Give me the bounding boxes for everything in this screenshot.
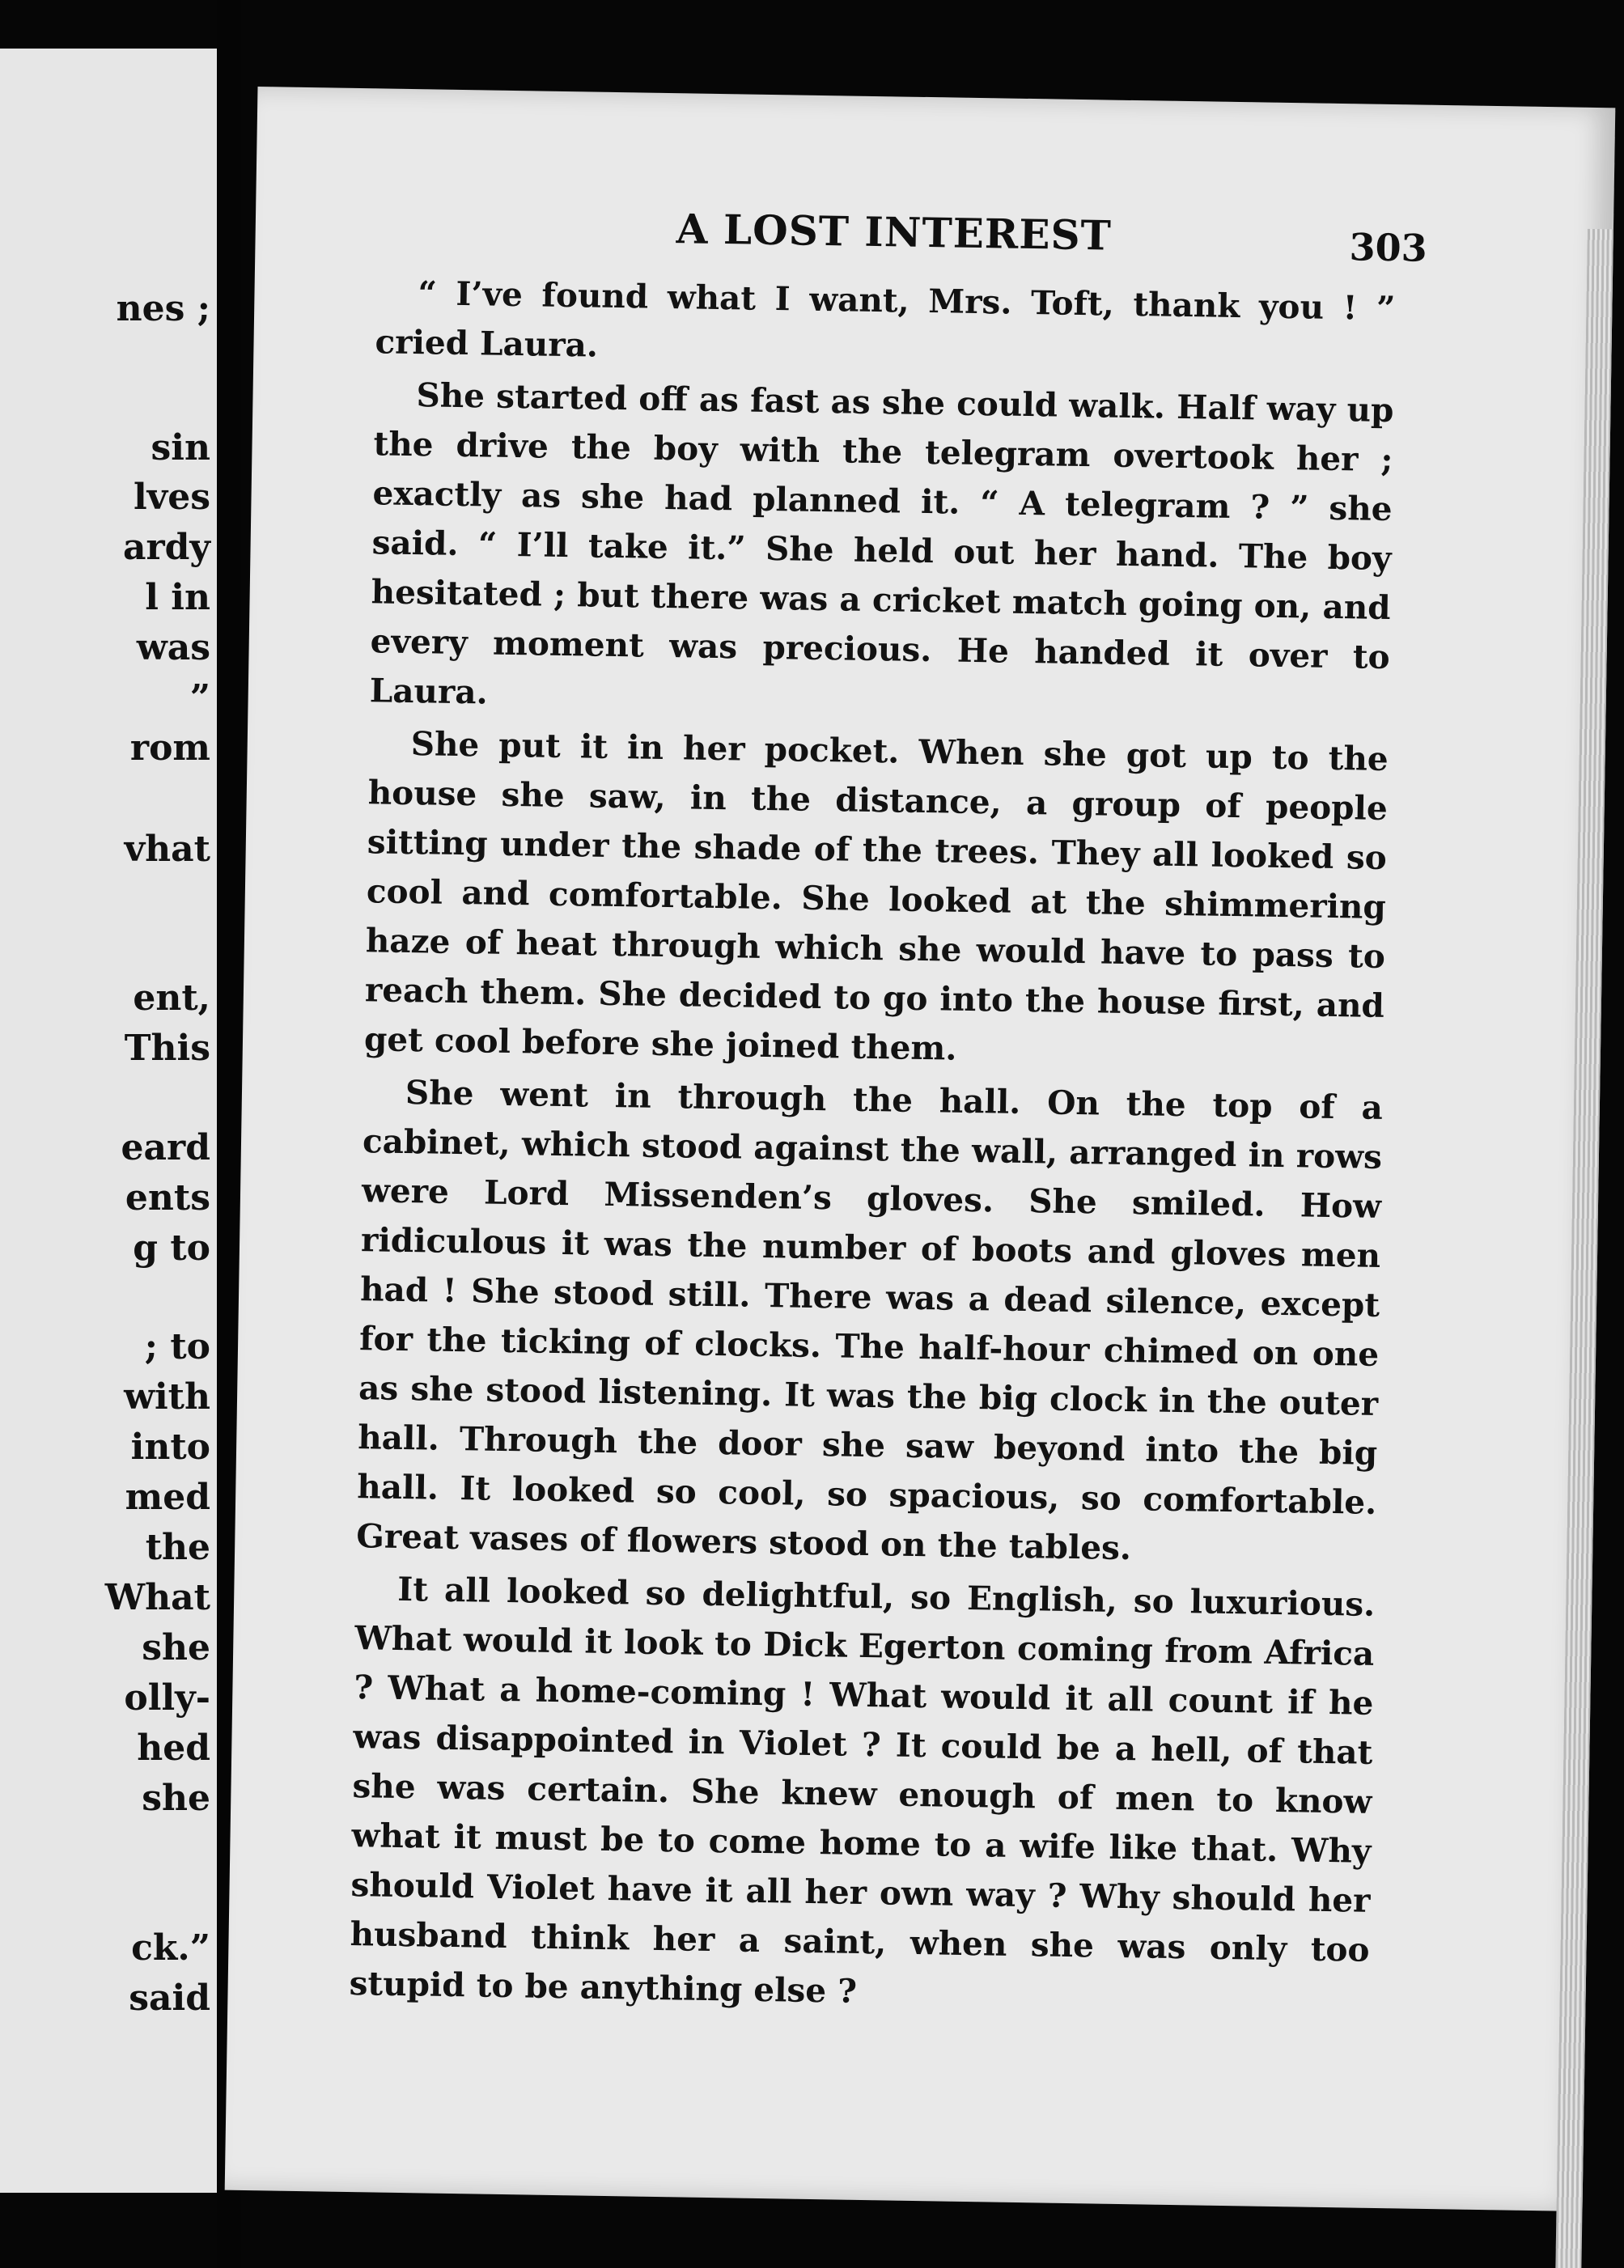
left-page-fragment: ardy	[122, 527, 210, 568]
left-page-fragment: ; to	[144, 1326, 210, 1367]
paragraph: It all looked so delightful, so English, so luxurious. What would it look to Dick Egerton coming from Africa ? What a home-coming ! What would it all count if he was disappointed in Violet ? It could be a hell, of that she was certain. She knew enough of men to know what it must be to come home to a wife like that. Why should Violet have it all her own way ? Why should her husband think her a saint, when she was only too stupid to be anything else ?	[349, 1569, 1376, 2011]
left-page-fragment: into	[130, 1427, 210, 1468]
left-page-fragment: sin	[151, 427, 210, 468]
left-page-fragment: ck.”	[131, 1927, 210, 1969]
paragraph: She started off as fast as she could walk. Half way up the drive the boy with the telegram overtook her ; exactly as she had planned it. “ A telegram ? ” she said. “ I’ll take it.” She held out her hand. The boy hesitated ; but there was a cricket match going on, and every moment was precious. He handed it over to Laura.	[369, 375, 1394, 712]
paragraph: She put it in her pocket. When she got up to the house she saw, in the distance, a group of people sitting under the shade of the trees. They all looked so cool and comfortable. She looked at the shimmering haze of heat through which she would have to pass to reach them. She decided to go into the house first, and get cool before she joined them.	[363, 724, 1389, 1068]
body-text	[349, 268, 1396, 2028]
left-page-fragment: ”	[189, 677, 210, 719]
left-page-fragment: said	[129, 1978, 210, 2019]
left-page-fragment: g to	[133, 1227, 210, 1269]
left-page-fragment: vhat	[124, 829, 210, 870]
left-page-fragment: she	[142, 1627, 210, 1668]
left-page-fragment: ent,	[133, 977, 210, 1019]
facing-page-fragment	[0, 49, 220, 2193]
left-page-fragment: the	[145, 1527, 210, 1568]
left-page-fragment: was	[136, 627, 210, 668]
left-page-fragment: hed	[137, 1727, 210, 1769]
left-page-fragment: with	[124, 1376, 210, 1418]
left-page-fragment: This	[124, 1028, 210, 1069]
paragraph: “ I’ve found what I want, Mrs. Toft, thank you ! ” cried Laura.	[375, 273, 1396, 365]
left-page-fragment: nes ;	[116, 288, 210, 329]
paragraph: She went in through the hall. On the top of a cabinet, which stood against the wall, arranged in rows were Lord Missenden’s gloves. She smiled. How ridiculous it was the number of boots and gloves men had ! She stood still. There was a dead silence, except for the ticking of clocks. The half-hour chimed on one as she stood listening. It was the big clock in the outer hall. Through the door she saw beyond into the big hall. It looked so cool, so spacious, so comfortable. Great vases of flowers stood on the tables.	[356, 1073, 1384, 1568]
page-number: 303	[1349, 225, 1428, 270]
left-page-fragment: eard	[121, 1127, 210, 1168]
left-page-fragment: rom	[129, 727, 210, 769]
left-page-fragment: olly-	[124, 1677, 210, 1719]
page-edge	[1555, 229, 1613, 2268]
running-head: A LOST INTEREST	[676, 205, 1113, 260]
left-page-fragment: lves	[133, 477, 210, 518]
left-page-fragment: she	[142, 1778, 210, 1819]
left-page-fragment: What	[104, 1577, 210, 1618]
left-page-fragment: l in	[145, 577, 210, 618]
left-page-fragment: med	[125, 1477, 210, 1518]
page-303	[225, 87, 1616, 2211]
left-page-fragment: ents	[125, 1177, 210, 1219]
